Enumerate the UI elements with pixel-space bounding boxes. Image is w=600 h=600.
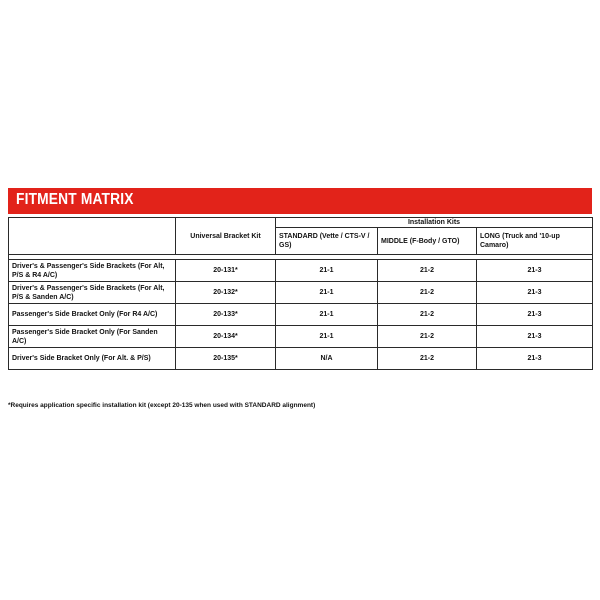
banner-title: FITMENT MATRIX bbox=[16, 191, 134, 208]
table-row bbox=[9, 260, 593, 282]
application-cell: Driver's & Passenger's Side Brackets (For Alt, P/S & R4 A/C) bbox=[9, 260, 176, 282]
standard-kit-cell: 21-1 bbox=[276, 304, 378, 326]
application-cell: Passenger's Side Bracket Only (For R4 A/C) bbox=[9, 304, 176, 326]
long-kit-cell: 21-3 bbox=[477, 282, 593, 304]
universal-kit-cell: 20-132* bbox=[176, 282, 276, 304]
universal-kit-cell: 20-135* bbox=[176, 348, 276, 370]
standard-kit-cell: N/A bbox=[276, 348, 378, 370]
universal-bracket-kit-header: Universal Bracket Kit bbox=[176, 218, 276, 255]
middle-kit-cell: 21-2 bbox=[378, 326, 477, 348]
standard-kit-cell: 21-1 bbox=[276, 260, 378, 282]
fitment-matrix-banner bbox=[8, 188, 592, 214]
kit-header-middle: MIDDLE (F-Body / GTO) bbox=[378, 228, 477, 255]
middle-kit-cell: 21-2 bbox=[378, 260, 477, 282]
long-kit-cell: 21-3 bbox=[477, 348, 593, 370]
table-row bbox=[9, 282, 593, 304]
universal-kit-cell: 20-131* bbox=[176, 260, 276, 282]
application-cell: Driver's & Passenger's Side Brackets (For Alt, P/S & Sanden A/C) bbox=[9, 282, 176, 304]
table-header-row-group bbox=[9, 218, 593, 228]
universal-kit-cell: 20-133* bbox=[176, 304, 276, 326]
application-header-cell bbox=[9, 218, 176, 255]
table-row bbox=[9, 348, 593, 370]
table-row bbox=[9, 326, 593, 348]
application-cell: Passenger's Side Bracket Only (For Sanden A/C) bbox=[9, 326, 176, 348]
long-kit-cell: 21-3 bbox=[477, 260, 593, 282]
long-kit-cell: 21-3 bbox=[477, 304, 593, 326]
standard-kit-cell: 21-1 bbox=[276, 326, 378, 348]
middle-kit-cell: 21-2 bbox=[378, 348, 477, 370]
fitment-table bbox=[8, 217, 593, 370]
long-kit-cell: 21-3 bbox=[477, 326, 593, 348]
kit-header-standard: STANDARD (Vette / CTS-V / GS) bbox=[276, 228, 378, 255]
table-row bbox=[9, 304, 593, 326]
middle-kit-cell: 21-2 bbox=[378, 304, 477, 326]
installation-kits-header: Installation Kits bbox=[276, 218, 593, 228]
standard-kit-cell: 21-1 bbox=[276, 282, 378, 304]
middle-kit-cell: 21-2 bbox=[378, 282, 477, 304]
kit-header-long: LONG (Truck and '10-up Camaro) bbox=[477, 228, 593, 255]
footnote: *Requires application specific installation kit (except 20-135 when used with STANDARD alignment) bbox=[8, 402, 316, 409]
universal-kit-cell: 20-134* bbox=[176, 326, 276, 348]
application-cell: Driver's Side Bracket Only (For Alt. & P/S) bbox=[9, 348, 176, 370]
